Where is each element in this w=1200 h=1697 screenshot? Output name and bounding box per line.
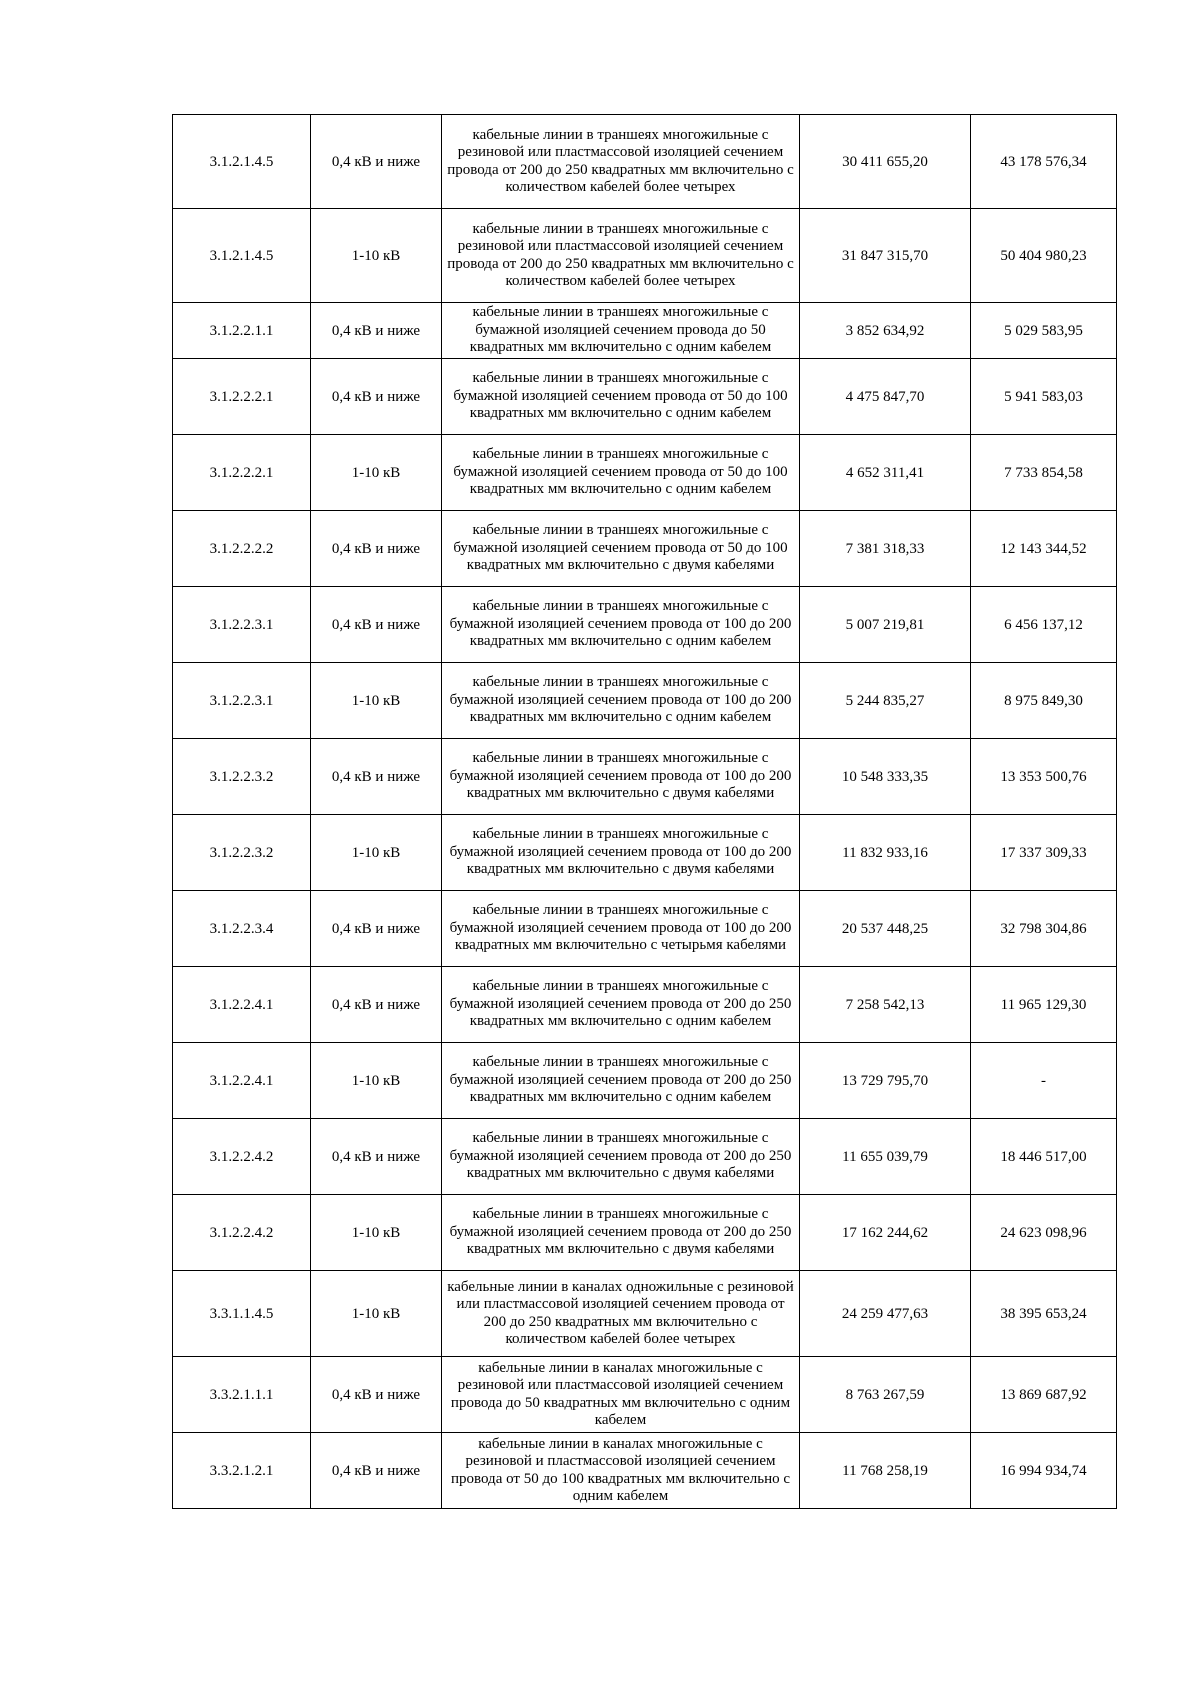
row-value-1: 10 548 333,35 xyxy=(800,739,971,815)
row-description: кабельные линии в траншеях многожильные с резиновой или пластмассовой изоляцией сечением провода от 200 до 250 квадратных мм включительно с количеством кабелей более четырех xyxy=(442,209,800,303)
row-code: 3.1.2.2.4.2 xyxy=(173,1119,311,1195)
row-description: кабельные линии в траншеях многожильные с бумажной изоляцией сечением провода от 100 до 200 квадратных мм включительно с одним кабелем xyxy=(442,587,800,663)
table-row xyxy=(173,1271,1117,1357)
row-code: 3.1.2.2.3.2 xyxy=(173,739,311,815)
row-value-2: 17 337 309,33 xyxy=(971,815,1117,891)
row-code: 3.1.2.2.2.1 xyxy=(173,359,311,435)
row-description: кабельные линии в траншеях многожильные с бумажной изоляцией сечением провода от 200 до 250 квадратных мм включительно с двумя кабелями xyxy=(442,1195,800,1271)
table-row xyxy=(173,359,1117,435)
table-row xyxy=(173,891,1117,967)
row-value-1: 7 258 542,13 xyxy=(800,967,971,1043)
row-description: кабельные линии в траншеях многожильные с бумажной изоляцией сечением провода до 50 квадратных мм включительно с одним кабелем xyxy=(442,303,800,359)
row-value-1: 31 847 315,70 xyxy=(800,209,971,303)
row-voltage: 0,4 кВ и ниже xyxy=(311,891,442,967)
row-value-2: 13 353 500,76 xyxy=(971,739,1117,815)
row-voltage: 0,4 кВ и ниже xyxy=(311,587,442,663)
row-voltage: 0,4 кВ и ниже xyxy=(311,115,442,209)
row-description: кабельные линии в траншеях многожильные с резиновой или пластмассовой изоляцией сечением провода от 200 до 250 квадратных мм включительно с количеством кабелей более четырех xyxy=(442,115,800,209)
row-value-2: 11 965 129,30 xyxy=(971,967,1117,1043)
row-voltage: 1-10 кВ xyxy=(311,815,442,891)
table-row xyxy=(173,1357,1117,1433)
document-page xyxy=(172,114,1116,1509)
row-description: кабельные линии в траншеях многожильные с бумажной изоляцией сечением провода от 200 до 250 квадратных мм включительно с двумя кабелями xyxy=(442,1119,800,1195)
row-voltage: 0,4 кВ и ниже xyxy=(311,303,442,359)
row-value-1: 5 007 219,81 xyxy=(800,587,971,663)
row-value-2: 43 178 576,34 xyxy=(971,115,1117,209)
table-row xyxy=(173,511,1117,587)
table-row xyxy=(173,587,1117,663)
row-value-1: 30 411 655,20 xyxy=(800,115,971,209)
row-value-2: 8 975 849,30 xyxy=(971,663,1117,739)
row-voltage: 0,4 кВ и ниже xyxy=(311,511,442,587)
row-value-1: 11 768 258,19 xyxy=(800,1433,971,1509)
table-row xyxy=(173,1433,1117,1509)
row-value-2: 12 143 344,52 xyxy=(971,511,1117,587)
row-value-2: 13 869 687,92 xyxy=(971,1357,1117,1433)
row-value-2: 24 623 098,96 xyxy=(971,1195,1117,1271)
row-description: кабельные линии в траншеях многожильные с бумажной изоляцией сечением провода от 100 до 200 квадратных мм включительно с двумя кабелями xyxy=(442,739,800,815)
row-value-2: 50 404 980,23 xyxy=(971,209,1117,303)
row-code: 3.3.2.1.2.1 xyxy=(173,1433,311,1509)
row-code: 3.1.2.2.3.4 xyxy=(173,891,311,967)
row-voltage: 1-10 кВ xyxy=(311,1195,442,1271)
row-value-1: 11 655 039,79 xyxy=(800,1119,971,1195)
row-value-1: 3 852 634,92 xyxy=(800,303,971,359)
row-voltage: 1-10 кВ xyxy=(311,1271,442,1357)
table-row xyxy=(173,663,1117,739)
row-code: 3.1.2.2.2.1 xyxy=(173,435,311,511)
table-row xyxy=(173,967,1117,1043)
row-code: 3.1.2.1.4.5 xyxy=(173,209,311,303)
tariff-table xyxy=(172,114,1117,1509)
table-row xyxy=(173,209,1117,303)
row-voltage: 0,4 кВ и ниже xyxy=(311,1433,442,1509)
table-row xyxy=(173,1119,1117,1195)
row-code: 3.1.2.2.3.1 xyxy=(173,587,311,663)
row-voltage: 0,4 кВ и ниже xyxy=(311,359,442,435)
table-row xyxy=(173,1043,1117,1119)
row-value-2: 7 733 854,58 xyxy=(971,435,1117,511)
table-row xyxy=(173,115,1117,209)
row-code: 3.1.2.2.2.2 xyxy=(173,511,311,587)
row-description: кабельные линии в каналах одножильные с резиновой или пластмассовой изоляцией сечением провода от 200 до 250 квадратных мм включительно с количеством кабелей более четырех xyxy=(442,1271,800,1357)
row-value-2: - xyxy=(971,1043,1117,1119)
row-description: кабельные линии в траншеях многожильные с бумажной изоляцией сечением провода от 50 до 100 квадратных мм включительно с двумя кабелями xyxy=(442,511,800,587)
row-value-1: 7 381 318,33 xyxy=(800,511,971,587)
row-value-1: 13 729 795,70 xyxy=(800,1043,971,1119)
table-row xyxy=(173,815,1117,891)
row-code: 3.1.2.2.1.1 xyxy=(173,303,311,359)
row-description: кабельные линии в траншеях многожильные с бумажной изоляцией сечением провода от 100 до 200 квадратных мм включительно с четырьмя кабелями xyxy=(442,891,800,967)
row-voltage: 0,4 кВ и ниже xyxy=(311,967,442,1043)
row-voltage: 0,4 кВ и ниже xyxy=(311,739,442,815)
row-value-1: 11 832 933,16 xyxy=(800,815,971,891)
row-description: кабельные линии в траншеях многожильные с бумажной изоляцией сечением провода от 200 до 250 квадратных мм включительно с одним кабелем xyxy=(442,1043,800,1119)
row-value-1: 5 244 835,27 xyxy=(800,663,971,739)
row-code: 3.1.2.2.4.1 xyxy=(173,967,311,1043)
table-row xyxy=(173,1195,1117,1271)
row-description: кабельные линии в траншеях многожильные с бумажной изоляцией сечением провода от 50 до 100 квадратных мм включительно с одним кабелем xyxy=(442,359,800,435)
row-description: кабельные линии в каналах многожильные с резиновой или пластмассовой изоляцией сечением провода до 50 квадратных мм включительно с одним кабелем xyxy=(442,1357,800,1433)
row-description: кабельные линии в траншеях многожильные с бумажной изоляцией сечением провода от 100 до 200 квадратных мм включительно с двумя кабелями xyxy=(442,815,800,891)
row-voltage: 1-10 кВ xyxy=(311,435,442,511)
row-value-2: 6 456 137,12 xyxy=(971,587,1117,663)
row-value-1: 4 652 311,41 xyxy=(800,435,971,511)
row-value-1: 20 537 448,25 xyxy=(800,891,971,967)
row-value-2: 32 798 304,86 xyxy=(971,891,1117,967)
row-value-2: 16 994 934,74 xyxy=(971,1433,1117,1509)
row-voltage: 1-10 кВ xyxy=(311,209,442,303)
row-description: кабельные линии в траншеях многожильные с бумажной изоляцией сечением провода от 50 до 100 квадратных мм включительно с одним кабелем xyxy=(442,435,800,511)
row-value-2: 18 446 517,00 xyxy=(971,1119,1117,1195)
row-code: 3.1.2.2.4.1 xyxy=(173,1043,311,1119)
row-code: 3.1.2.2.3.1 xyxy=(173,663,311,739)
row-description: кабельные линии в каналах многожильные с резиновой и пластмассовой изоляцией сечением провода от 50 до 100 квадратных мм включительно с одним кабелем xyxy=(442,1433,800,1509)
table-row xyxy=(173,303,1117,359)
row-code: 3.1.2.1.4.5 xyxy=(173,115,311,209)
row-description: кабельные линии в траншеях многожильные с бумажной изоляцией сечением провода от 200 до 250 квадратных мм включительно с одним кабелем xyxy=(442,967,800,1043)
row-code: 3.3.2.1.1.1 xyxy=(173,1357,311,1433)
row-value-1: 8 763 267,59 xyxy=(800,1357,971,1433)
row-value-1: 24 259 477,63 xyxy=(800,1271,971,1357)
row-description: кабельные линии в траншеях многожильные с бумажной изоляцией сечением провода от 100 до 200 квадратных мм включительно с одним кабелем xyxy=(442,663,800,739)
row-code: 3.3.1.1.4.5 xyxy=(173,1271,311,1357)
row-code: 3.1.2.2.3.2 xyxy=(173,815,311,891)
row-voltage: 0,4 кВ и ниже xyxy=(311,1357,442,1433)
row-value-2: 38 395 653,24 xyxy=(971,1271,1117,1357)
row-value-2: 5 029 583,95 xyxy=(971,303,1117,359)
row-code: 3.1.2.2.4.2 xyxy=(173,1195,311,1271)
row-voltage: 0,4 кВ и ниже xyxy=(311,1119,442,1195)
row-value-2: 5 941 583,03 xyxy=(971,359,1117,435)
row-value-1: 4 475 847,70 xyxy=(800,359,971,435)
row-voltage: 1-10 кВ xyxy=(311,1043,442,1119)
row-voltage: 1-10 кВ xyxy=(311,663,442,739)
row-value-1: 17 162 244,62 xyxy=(800,1195,971,1271)
table-row xyxy=(173,739,1117,815)
table-row xyxy=(173,435,1117,511)
